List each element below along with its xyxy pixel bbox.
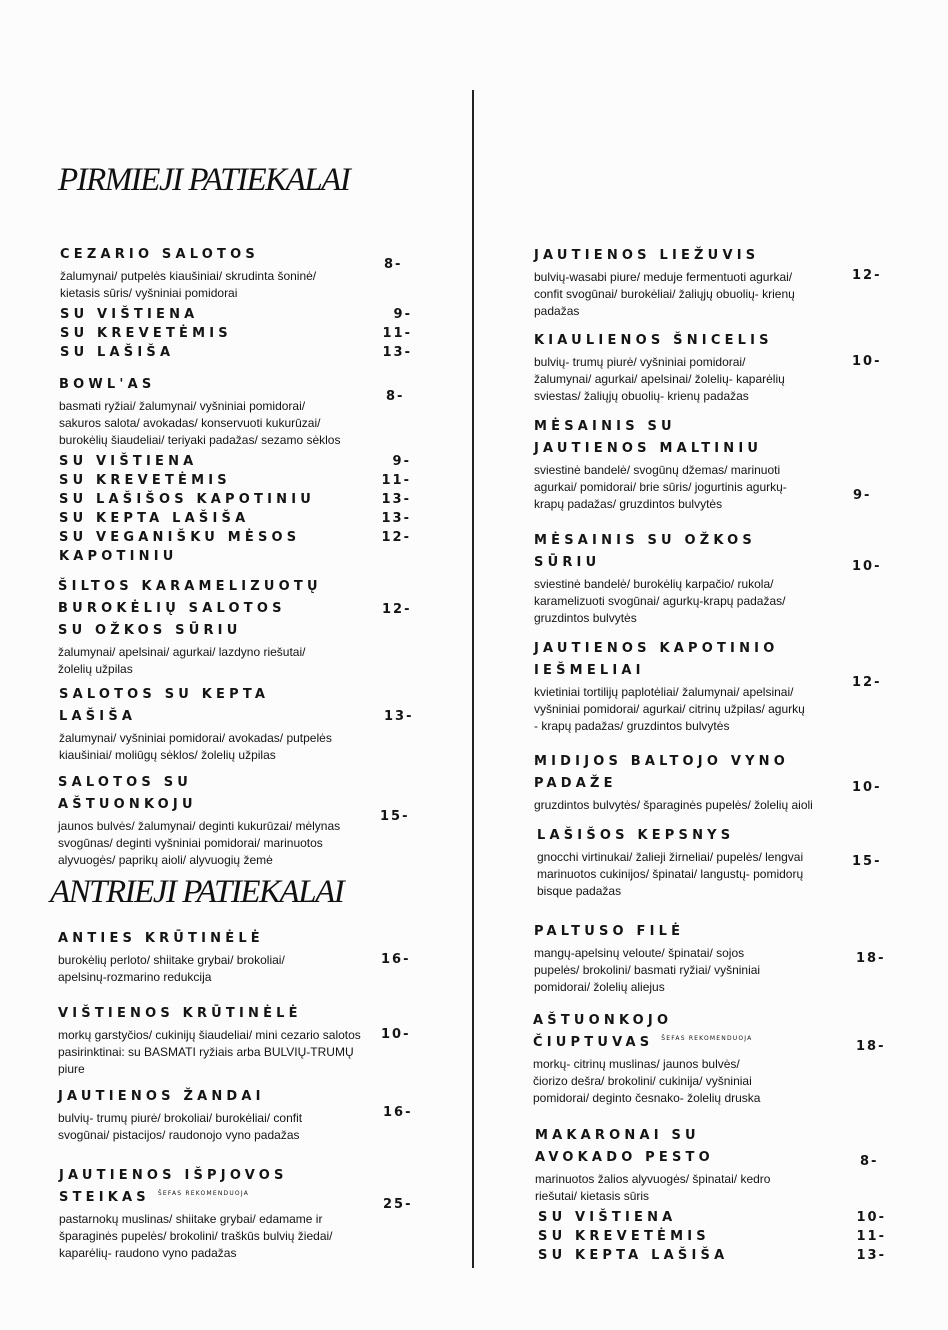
item-description: morkų garstyčios/ cukinijų šiaudeliai/ mini cezario salotos pasirinktinai: su BASMATI ryžiais arba BULVIŲ-TRUMŲ piure bbox=[58, 1028, 361, 1076]
menu-item-beef-tongue bbox=[534, 245, 854, 320]
menu-item-chicken-breast bbox=[58, 1003, 378, 1078]
item-price: 15- bbox=[852, 854, 882, 869]
menu-item-goat-cheese-burger bbox=[534, 530, 854, 627]
item-price: 15- bbox=[380, 809, 410, 824]
menu-item-duck-breast bbox=[58, 928, 378, 986]
menu-item-beet-salad bbox=[58, 576, 378, 678]
item-description: gnocchi virtinukai/ žalieji žirneliai/ pupelės/ lengvai marinuotos cukinijos/ špinatai/ langustų- pomidorų bisque padažas bbox=[537, 850, 804, 898]
item-description: sviestinė bandelė/ burokėlių karpačio/ rukola/ karamelizuoti svogūnai/ agurkų-krapų padažas/ gruzdintos bulvytės bbox=[534, 577, 786, 625]
item-price: 12- bbox=[382, 602, 412, 617]
item-price: 16- bbox=[383, 1105, 413, 1120]
item-description: marinuotos žalios alyvuogės/ špinatai/ kedro riešutai/ kietasis sūris bbox=[535, 1172, 771, 1203]
item-name: VIŠTIENOS KRŪTINĖLĖ bbox=[58, 1006, 302, 1021]
item-option-continued: KAPOTINIU bbox=[59, 549, 178, 564]
item-description: gruzdintos bulvytės/ šparaginės pupelės/ žolelių aioli bbox=[534, 798, 813, 812]
menu-item-caesar-salad bbox=[60, 244, 420, 362]
item-price: 10- bbox=[852, 780, 882, 795]
item-description: sviestinė bandelė/ svogūnų džemas/ marinuoti agurkai/ pomidorai/ brie sūris/ jogurtinis agurkų- krapų padažas/ gruzdintos bulvytės bbox=[534, 463, 787, 511]
item-option: SU KREVETĖMIS 11- bbox=[59, 473, 411, 488]
item-price: 10- bbox=[852, 559, 882, 574]
item-name: ŠILTOS KARAMELIZUOTŲ BUROKĖLIŲ SALOTOS SU OŽKOS SŪRIU bbox=[58, 579, 322, 638]
item-name: JAUTIENOS ŽANDAI bbox=[58, 1089, 265, 1104]
item-price: 10- bbox=[381, 1027, 411, 1042]
item-description: žalumynai/ putpelės kiaušiniai/ skrudinta šoninė/ kietasis sūris/ vyšniniai pomidorai bbox=[60, 269, 317, 300]
item-price: 12- bbox=[852, 675, 882, 690]
section-title-main-courses: ANTRIEJI PATIEKALAI bbox=[50, 874, 344, 910]
item-option: SU VIŠTIENA 10- bbox=[538, 1210, 886, 1225]
menu-item-octopus-tentacle bbox=[533, 1010, 853, 1107]
item-option: SU VIŠTIENA 9- bbox=[60, 307, 412, 322]
item-name: CEZARIO SALOTOS bbox=[60, 247, 259, 262]
item-name: MAKARONAI SU AVOKADO PESTO bbox=[535, 1128, 714, 1165]
item-description: pastarnokų muslinas/ shiitake grybai/ edamame ir šparaginės pupelės/ brokolini/ traškūs bulvių žiedai/ kaparėlių- raudono vyno padažas bbox=[59, 1212, 333, 1260]
item-name: KIAULIENOS ŠNICELIS bbox=[534, 333, 773, 348]
item-description: morkų- citrinų muslinas/ jaunos bulvės/ čiorizo dešra/ brokolini/ cukinija/ vyšniniai pomidorai/ deginto česnako- žolelių druska bbox=[533, 1057, 761, 1105]
item-price: 9- bbox=[853, 488, 872, 503]
menu-item-octopus-salad bbox=[58, 772, 378, 869]
item-description: kvietiniai tortilijų paplotėliai/ žalumynai/ apelsinai/ vyšniniai pomidorai/ agurkai/ citrinų užpilas/ agurkų - krapų padažas/ gruzdintos bulvytės bbox=[534, 685, 805, 733]
menu-item-halibut-fillet bbox=[534, 921, 854, 996]
item-description: žalumynai/ vyšniniai pomidorai/ avokadas/ putpelės kiaušiniai/ moliūgų sėklos/ žolelių užpilas bbox=[59, 731, 332, 762]
menu-item-salmon-salad bbox=[59, 684, 379, 764]
menu-item-beef-burger bbox=[534, 416, 854, 513]
menu-item-beef-steak bbox=[59, 1165, 379, 1262]
item-name: MĖSAINIS SU JAUTIENOS MALTINIU bbox=[534, 419, 763, 456]
item-description: mangų-apelsinų veloute/ špinatai/ sojos pupelės/ brokolini/ basmati ryžiai/ vyšniniai pomidorai/ žolelių aliejus bbox=[534, 946, 761, 994]
chef-recommends-badge: ŠEFAS REKOMENDUOJA bbox=[157, 1190, 250, 1197]
item-name: SALOTOS SU AŠTUONKOJU bbox=[58, 775, 197, 812]
item-name: AŠTUONKOJO ČIUPTUVAS $^{ŠEFAS REKOMENDUOJA}$ bbox=[533, 1013, 753, 1050]
item-price: 8- bbox=[384, 257, 403, 272]
item-price: 25- bbox=[383, 1197, 413, 1212]
item-option: SU KREVETĖMIS 11- bbox=[538, 1229, 886, 1244]
column-divider bbox=[472, 90, 474, 1268]
item-description: bulvių- trumų piurė/ vyšniniai pomidorai/ žalumynai/ agurkai/ apelsinai/ žolelių- kaparėlių sviestas/ žaliųjų obuolių- krienų padažas bbox=[534, 355, 785, 403]
item-name: BOWL'AS bbox=[59, 377, 156, 392]
chef-recommends-badge: ŠEFAS REKOMENDUOJA bbox=[661, 1035, 753, 1042]
item-option: SU LAŠIŠOS KAPOTINIU 13- bbox=[59, 492, 411, 507]
item-option: SU KEPTA LAŠIŠA 13- bbox=[59, 511, 411, 526]
item-name: JAUTIENOS LIEŽUVIS bbox=[534, 248, 760, 263]
item-option: SU VEGANIŠKU MĖSOS 12- bbox=[59, 530, 411, 545]
item-name: MIDIJOS BALTOJO VYNO PADAŽE bbox=[534, 754, 790, 791]
section-title-first-courses: PIRMIEJI PATIEKALAI bbox=[58, 162, 350, 198]
item-description: basmati ryžiai/ žalumynai/ vyšniniai pomidorai/ sakuros salota/ avokadas/ konservuoti kukurūzai/ burokėlių šiaudeliai/ teriyaki padažas/ sezamo sėklos bbox=[59, 399, 341, 447]
item-option: SU KREVETĖMIS 11- bbox=[60, 326, 412, 341]
item-name: JAUTIENOS IŠPJOVOS STEIKAS $^{ŠEFAS REKOMENDUOJA}$ bbox=[59, 1168, 288, 1205]
item-price: 18- bbox=[856, 1039, 886, 1054]
item-description: jaunos bulvės/ žalumynai/ deginti kukurūzai/ mėlynas svogūnas/ deginti vyšniniai pomidorai/ marinuotos alyvuogės/ paprikų aioli/ alyvuogių žemė bbox=[58, 819, 341, 867]
item-description: žalumynai/ apelsinai/ agurkai/ lazdyno riešutai/ žolelių užpilas bbox=[58, 645, 306, 676]
menu-item-pasta bbox=[535, 1125, 887, 1265]
item-price: 13- bbox=[384, 709, 414, 724]
menu-item-beef-cheeks bbox=[58, 1086, 378, 1144]
item-price: 18- bbox=[856, 951, 886, 966]
menu-item-mussels bbox=[534, 751, 854, 814]
menu-item-pork-schnitzel bbox=[534, 330, 854, 405]
menu-item-beef-skewers bbox=[534, 638, 854, 735]
item-option: SU LAŠIŠA 13- bbox=[60, 345, 412, 360]
item-price: 12- bbox=[852, 268, 882, 283]
item-description: bulvių- trumų piurė/ brokoliai/ burokėliai/ confit svogūnai/ pistacijos/ raudonojo vyno padažas bbox=[58, 1111, 303, 1142]
menu-item-bowl bbox=[59, 374, 419, 566]
item-price: 16- bbox=[381, 952, 411, 967]
item-name: PALTUSO FILĖ bbox=[534, 924, 685, 939]
item-price: 8- bbox=[860, 1154, 879, 1169]
menu-item-salmon-steak bbox=[537, 825, 857, 900]
item-price: 8- bbox=[386, 389, 405, 404]
item-name: ANTIES KRŪTINĖLĖ bbox=[58, 931, 264, 946]
item-name: MĖSAINIS SU OŽKOS SŪRIU bbox=[534, 533, 756, 570]
item-option: SU KEPTA LAŠIŠA 13- bbox=[538, 1248, 886, 1263]
item-option: SU VIŠTIENA 9- bbox=[59, 454, 411, 469]
item-description: burokėlių perloto/ shiitake grybai/ brokoliai/ apelsinų-rozmarino redukcija bbox=[58, 953, 285, 984]
item-price: 10- bbox=[852, 354, 882, 369]
item-name: LAŠIŠOS KEPSNYS bbox=[537, 828, 735, 843]
item-name: JAUTIENOS KAPOTINIO IEŠMELIAI bbox=[534, 641, 779, 678]
item-description: bulvių-wasabi piure/ meduje fermentuoti agurkai/ confit svogūnai/ burokėliai/ žaliųjų obuolių- krienų padažas bbox=[534, 270, 795, 318]
item-name: SALOTOS SU KEPTA LAŠIŠA bbox=[59, 687, 270, 724]
